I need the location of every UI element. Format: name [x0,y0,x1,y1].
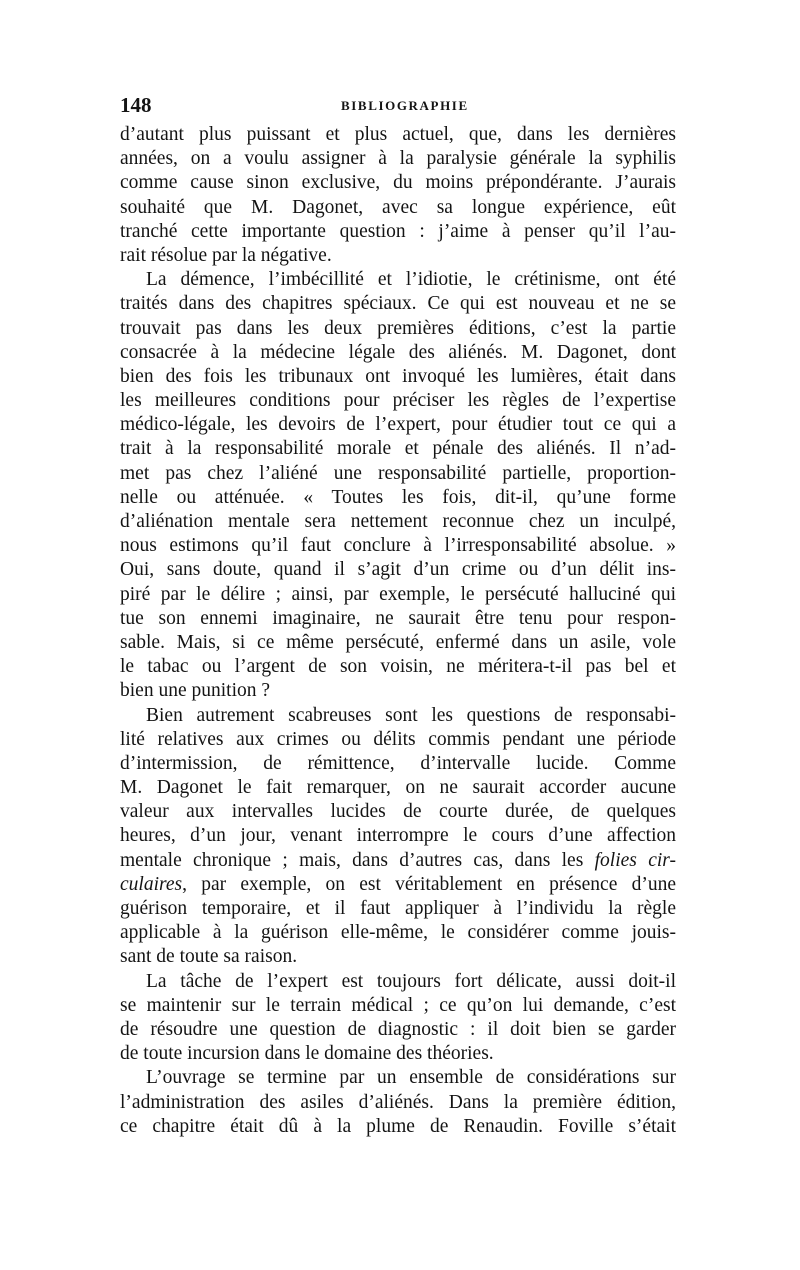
paragraph-3 [120,704,676,970]
text-line: tranché cette importante question : j’aime à penser qu’il l’au- [120,220,676,242]
paragraph-5 [120,1066,676,1139]
text-line: culaires, par exemple, on est véritablement en présence d’une [120,873,676,895]
text-line: sable. Mais, si ce même persécuté, enfermé dans un asile, vole [120,631,676,653]
text-line: mentale chronique ; mais, dans d’autres cas, dans les folies cir- [120,849,676,871]
text-line: L’ouvrage se termine par un ensemble de considérations sur [146,1067,676,1089]
text-line: le tabac ou l’argent de son voisin, ne méritera-t-il pas bel et [120,656,676,678]
text-line: applicable à la guérison elle-même, le considérer comme jouis- [120,922,676,944]
text-line: se maintenir sur le terrain médical ; ce qu’on lui demande, c’est [120,994,676,1016]
text-line: trait à la responsabilité morale et pénale des aliénés. Il n’ad- [120,438,676,460]
text-line: souhaité que M. Dagonet, avec sa longue expérience, eût [120,196,676,218]
text-line: comme cause sinon exclusive, du moins prépondérante. J’aurais [120,172,676,194]
text-line: M. Dagonet le fait remarquer, on ne saurait accorder aucune [120,777,676,799]
text-line: heures, d’un jour, venant interrompre le cours d’une affection [120,825,676,847]
text-line: consacrée à la médecine légale des aliénés. M. Dagonet, dont [120,341,676,363]
text-line: La démence, l’imbécillité et l’idiotie, le crétinisme, ont été [146,269,676,291]
text-line: nous estimons qu’il faut conclure à l’irresponsabilité absolue. » [120,535,676,557]
body-text [120,123,676,1139]
text-line: d’intermission, de rémittence, d’intervalle lucide. Comme [120,752,676,774]
text-line: piré par le délire ; ainsi, par exemple, le persécuté halluciné qui [120,583,676,605]
text-line: ce chapitre était dû à la plume de Renaudin. Foville s’était [120,1115,676,1137]
text-line: bien une punition ? [120,680,271,702]
text-line: nelle ou atténuée. « Toutes les fois, dit-il, qu’une forme [120,486,676,508]
text-line: valeur aux intervalles lucides de courte durée, de quelques [120,801,676,823]
text-line: d’aliénation mentale sera nettement reconnue chez un inculpé, [120,511,676,532]
text-line: bien des fois les tribunaux ont invoqué les lumières, était dans [120,365,676,387]
text-line: sant de toute sa raison. [120,946,298,968]
text-line: de résoudre une question de diagnostic : il doit bien se garder [120,1018,676,1040]
paragraph-4 [120,970,676,1067]
text-line: met pas chez l’aliéné une responsabilité partielle, proportion- [120,462,676,484]
paragraph-2 [120,268,676,703]
text-line: l’administration des asiles d’aliénés. Dans la première édition, [120,1091,676,1113]
running-head: BIBLIOGRAPHIE [341,98,469,113]
page-header [120,94,676,116]
text-line: La tâche de l’expert est toujours fort délicate, aussi doit-il [146,970,676,992]
text-line: médico-légale, les devoirs de l’expert, pour étudier tout ce qui a [120,414,676,436]
text-line: Bien autrement scabreuses sont les questions de responsabi- [146,704,676,726]
text-line: les meilleures conditions pour préciser les règles de l’expertise [120,390,676,412]
text-line: de toute incursion dans le domaine des théories. [120,1043,494,1065]
text-line: Oui, sans doute, quand il s’agit d’un crime ou d’un délit ins- [120,559,676,581]
text-line: lité relatives aux crimes ou délits commis pendant une période [120,728,676,750]
text-line: tue son ennemi imaginaire, ne saurait être tenu pour respon- [120,607,676,629]
paragraph-1 [120,123,676,268]
text-line: trouvait pas dans les deux premières éditions, c’est la partie [120,317,676,339]
text-line: traités dans des chapitres spéciaux. Ce qui est nouveau et ne se [120,293,676,315]
text-line: années, on a voulu assigner à la paralysie générale la syphilis [120,148,676,170]
text-line: rait résolue par la négative. [120,244,332,266]
text-line: d’autant plus puissant et plus actuel, que, dans les dernières [120,124,676,145]
page-number: 148 [120,93,152,117]
text-line: guérison temporaire, et il faut appliquer à l’individu la règle [120,898,676,919]
